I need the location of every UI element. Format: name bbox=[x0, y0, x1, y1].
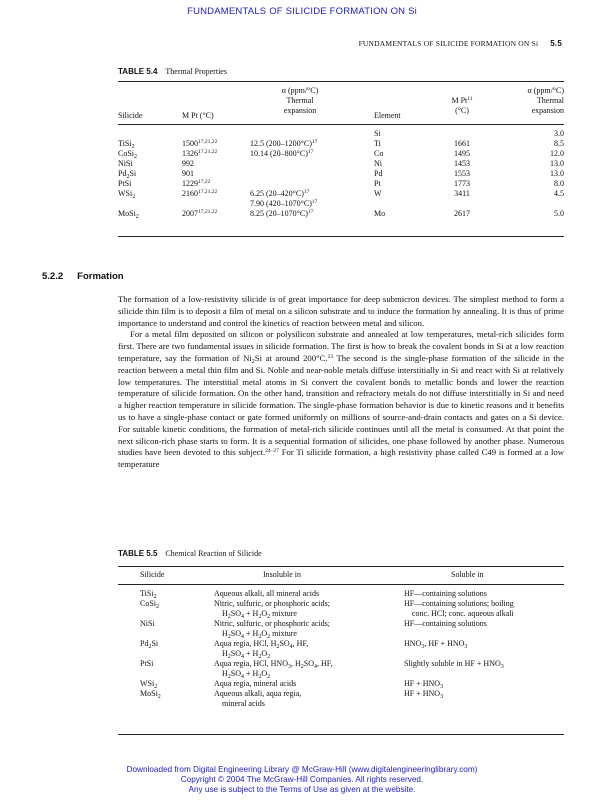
table-row bbox=[118, 129, 564, 139]
table-5-4-header bbox=[118, 86, 564, 122]
cell-element: Ni bbox=[374, 159, 382, 168]
cell-soluble: HF—containing solutions; boiling conc. HCl; conc. aqueous alkali bbox=[404, 599, 514, 618]
cell-soluble: HF + $HNO_3$ bbox=[404, 689, 444, 700]
table-5-5-caption bbox=[118, 549, 262, 558]
cell-silicide bbox=[118, 129, 182, 139]
col-mpt2-header: M Pt$^{11}$ (°C) bbox=[451, 96, 473, 115]
cell-mpt: 1500$^{17,21,22}$ bbox=[182, 139, 218, 148]
table-5-5-header-rule bbox=[118, 584, 564, 585]
cell-silicide: NiSi bbox=[118, 159, 133, 168]
cell-soluble: Slightly soluble in HF + $HNO_3$ bbox=[404, 659, 504, 670]
table-row bbox=[118, 209, 564, 219]
cell-element: Mo bbox=[374, 209, 386, 218]
cell-silicide: PtSi bbox=[118, 179, 132, 188]
cell-alpha: 6.25 $(20-420^\circ C)^{17}$ bbox=[250, 189, 310, 198]
cell-alpha bbox=[250, 179, 374, 189]
footer bbox=[0, 765, 604, 795]
cell-mpt2: 1773 bbox=[454, 179, 470, 188]
section-heading bbox=[42, 271, 138, 282]
table-5-4-top-rule bbox=[118, 81, 564, 82]
running-head-title: FUNDAMENTALS OF SILICIDE FORMATION ON Si bbox=[358, 39, 539, 48]
paragraph-2: For a metal film deposited on silicon or polysilicon substrate and annealed at low temperatures, metal-rich silicides form first. There are two fundamental issues in silicide formation. The first is how to break the covalent bonds in Si at a low reaction temperature, say the formation of $Ni_2Si$ at around 200°C.$^{23}$ The second is the single-phase formation of the silicide in the reaction between a metal thin film and Si. Noble and near-noble metals diffuse interstitially in Si and react with Si at relatively low temperatures. The interstitial metal atoms in Si convert the covalent bonds to metallic bonds and lower the reaction temperature of silicide formation. On the other hand, transition and refractory metals do not diffuse interstitially in Si and need a higher reaction temperature in silicide formation. The single-phase formation behavior is due to kinetic reasons and it benefits us to have a single-phase contact or gate formed uniformly on millions of source-and-drain contacts and gates on a Si device. For suitable kinetic conditions, the formation of metal-rich silicide continues until all the metal is consumed. At that point the next silicon-rich phase starts to form. It is a sequential formation of silicides, one phase followed by another phase. Numerous studies have been devoted to this subject.$^{24-27}$ For Ti silicide formation, a high resistivity phase called C49 is formed at a low temperature bbox=[118, 329, 564, 470]
cell-mpt2 bbox=[432, 129, 492, 139]
cell-silicide: TiSi$_2$ bbox=[118, 139, 135, 150]
table-5-4-bottom-rule bbox=[118, 236, 564, 237]
cell-insoluble: Nitric, sulfuric, or phosphoric acids; $H_2SO_4 + H_2O_2$ mixture bbox=[214, 599, 330, 620]
table-row bbox=[118, 179, 564, 189]
cell-alpha2: 13.0 bbox=[550, 159, 564, 168]
cell-alpha2: 12.0 bbox=[550, 149, 564, 158]
cell-mpt bbox=[182, 199, 250, 209]
cell-mpt2: 1661 bbox=[454, 139, 470, 148]
cell-alpha: 8.25 $(20-1070^\circ C)^{17}$ bbox=[250, 209, 314, 218]
watermark-title: FUNDAMENTALS OF SILICIDE FORMATION ON Si bbox=[187, 6, 417, 17]
cell-silicide: CoSi$_2$ bbox=[118, 149, 138, 160]
table-row bbox=[118, 139, 564, 149]
t55-col-silicide: Silicide bbox=[140, 570, 165, 579]
cell-element: Ti bbox=[374, 139, 381, 148]
table-5-5-body bbox=[140, 589, 564, 709]
table-5-4-header-rule bbox=[118, 124, 564, 125]
table-row bbox=[140, 639, 564, 659]
table-5-5-title: Chemical Reaction of Silicide bbox=[165, 549, 262, 558]
cell-silicide: PtSi bbox=[140, 659, 154, 668]
cell-mpt2: 2617 bbox=[454, 209, 470, 218]
table-5-4-caption bbox=[118, 67, 227, 76]
cell-silicide: CoSi$_2$ bbox=[140, 599, 160, 610]
cell-alpha2: 8.0 bbox=[554, 179, 564, 188]
table-row bbox=[140, 689, 564, 709]
footer-line-1: Downloaded from Digital Engineering Library @ McGraw-Hill (www.digitalengineeringlibrary.com) bbox=[126, 765, 478, 774]
cell-mpt: 2160$^{17,21,22}$ bbox=[182, 189, 218, 198]
table-row bbox=[140, 619, 564, 639]
cell-insoluble: Aqueous alkali, all mineral acids bbox=[214, 589, 320, 598]
cell-alpha2: 5.0 bbox=[554, 209, 564, 218]
cell-alpha: 12.5 $(200-1200^\circ C)^{17}$ bbox=[250, 139, 318, 148]
col-alpha-header: α (ppm/°C) Thermal expansion bbox=[281, 86, 319, 115]
col-element-header: Element bbox=[374, 111, 401, 120]
table-5-5-top-rule bbox=[118, 566, 564, 567]
table-5-5-header bbox=[118, 570, 564, 582]
cell-alpha: 7.90 $(420-1070^\circ C)^{17}$ bbox=[250, 199, 318, 208]
cell-mpt: 1229$^{17,22}$ bbox=[182, 179, 211, 188]
t55-col-insoluble: Insoluble in bbox=[263, 570, 301, 579]
cell-element bbox=[374, 199, 432, 209]
cell-alpha2: 8.5 bbox=[554, 139, 564, 148]
cell-element: W bbox=[374, 189, 382, 198]
cell-element: Co bbox=[374, 149, 384, 158]
cell-alpha: 10.14 $(20-800^\circ C)^{17}$ bbox=[250, 149, 314, 158]
cell-mpt2: 1553 bbox=[454, 169, 470, 178]
cell-silicide: WSi$_2$ bbox=[140, 679, 158, 690]
cell-alpha2 bbox=[492, 199, 564, 209]
cell-silicide: WSi$_2$ bbox=[118, 189, 136, 200]
table-5-4-label: TABLE 5.4 bbox=[118, 67, 158, 76]
cell-silicide: $Pd_2Si$ bbox=[118, 169, 137, 180]
cell-insoluble: Aqua regia, mineral acids bbox=[214, 679, 297, 688]
cell-alpha bbox=[250, 159, 374, 169]
table-row bbox=[140, 659, 564, 679]
cell-element: Pd bbox=[374, 169, 383, 178]
table-row bbox=[118, 159, 564, 169]
cell-mpt2: 3411 bbox=[454, 189, 470, 198]
table-row bbox=[118, 199, 564, 209]
table-row bbox=[140, 589, 564, 599]
col-silicide-header: Silicide bbox=[118, 111, 143, 120]
cell-soluble: $HNO_3$, HF + $HNO_3$ bbox=[404, 639, 468, 650]
table-row bbox=[140, 679, 564, 689]
cell-insoluble: Nitric, sulfuric, or phosphoric acids; $H_2SO_4 + H_2O_2$ mixture bbox=[214, 619, 330, 640]
cell-mpt: 992 bbox=[182, 159, 194, 168]
t55-col-soluble: Soluble in bbox=[451, 570, 484, 579]
cell-element: Si bbox=[374, 129, 381, 138]
cell-element: Pt bbox=[374, 179, 381, 188]
table-5-4-body bbox=[118, 129, 564, 219]
table-row bbox=[118, 169, 564, 179]
cell-silicide: TiSi$_2$ bbox=[140, 589, 157, 600]
cell-alpha2: 13.0 bbox=[550, 169, 564, 178]
col-mpt-header: M Pt (°C) bbox=[182, 111, 214, 120]
cell-mpt: 1326$^{17,21,22}$ bbox=[182, 149, 218, 158]
cell-soluble: HF + $HNO_3$ bbox=[404, 679, 444, 690]
cell-silicide bbox=[118, 199, 182, 209]
footer-line-2: Copyright © 2004 The McGraw-Hill Companies. All rights reserved. bbox=[180, 775, 424, 784]
section-number: 5.2.2 bbox=[42, 271, 64, 282]
cell-silicide: MoSi$_2$ bbox=[118, 209, 139, 220]
cell-alpha2: 4.5 bbox=[554, 189, 564, 198]
cell-alpha bbox=[250, 129, 374, 139]
cell-insoluble: Aqua regia, HCl, $H_2SO_4$, HF, $H_2SO_4 + H_2O_2$ bbox=[214, 639, 309, 660]
cell-mpt2: 1453 bbox=[454, 159, 470, 168]
body-text bbox=[118, 294, 564, 471]
table-5-4-title: Thermal Properties bbox=[165, 67, 227, 76]
cell-mpt2: 1495 bbox=[454, 149, 470, 158]
cell-silicide: NiSi bbox=[140, 619, 155, 628]
section-title: Formation bbox=[77, 271, 124, 282]
table-row bbox=[118, 149, 564, 159]
cell-mpt2 bbox=[432, 199, 492, 209]
cell-insoluble: Aqueous alkali, aqua regia, mineral acids bbox=[214, 689, 302, 708]
cell-silicide: $Pd_2Si$ bbox=[140, 639, 159, 650]
cell-alpha2: 3.0 bbox=[554, 129, 564, 138]
cell-alpha bbox=[250, 169, 374, 179]
col-alpha2-header: α (ppm/°C) Thermal expansion bbox=[527, 86, 564, 115]
footer-line-3: Any use is subject to the Terms of Use as given at the website. bbox=[188, 785, 416, 794]
cell-insoluble: Aqua regia, HCl, $HNO_3$, $H_2SO_4$, HF, $H_2SO_4 + H_2O_2$ bbox=[214, 659, 333, 680]
page-number: 5.5 bbox=[550, 39, 562, 48]
paragraph-1: The formation of a low-resistivity silicide is of great importance for deep submicron devices. The simplest method to form a silicide thin film is to deposit a film of metal on a silicon substrate and to induce the formation by annealing. It is thus of prime importance to understand and control the kinetics of reaction between metal and silicon. bbox=[118, 294, 564, 328]
table-row bbox=[140, 599, 564, 619]
table-row bbox=[118, 189, 564, 199]
running-head bbox=[359, 39, 562, 48]
cell-soluble: HF—containing solutions bbox=[404, 619, 487, 628]
table-5-5-label: TABLE 5.5 bbox=[118, 549, 158, 558]
table-5-5-bottom-rule bbox=[118, 734, 564, 735]
cell-silicide: MoSi$_2$ bbox=[140, 689, 161, 700]
cell-soluble: HF—containing solutions bbox=[404, 589, 487, 598]
cell-mpt: 901 bbox=[182, 169, 194, 178]
cell-mpt bbox=[182, 129, 250, 139]
cell-mpt: 2007$^{17,21,22}$ bbox=[182, 209, 218, 218]
